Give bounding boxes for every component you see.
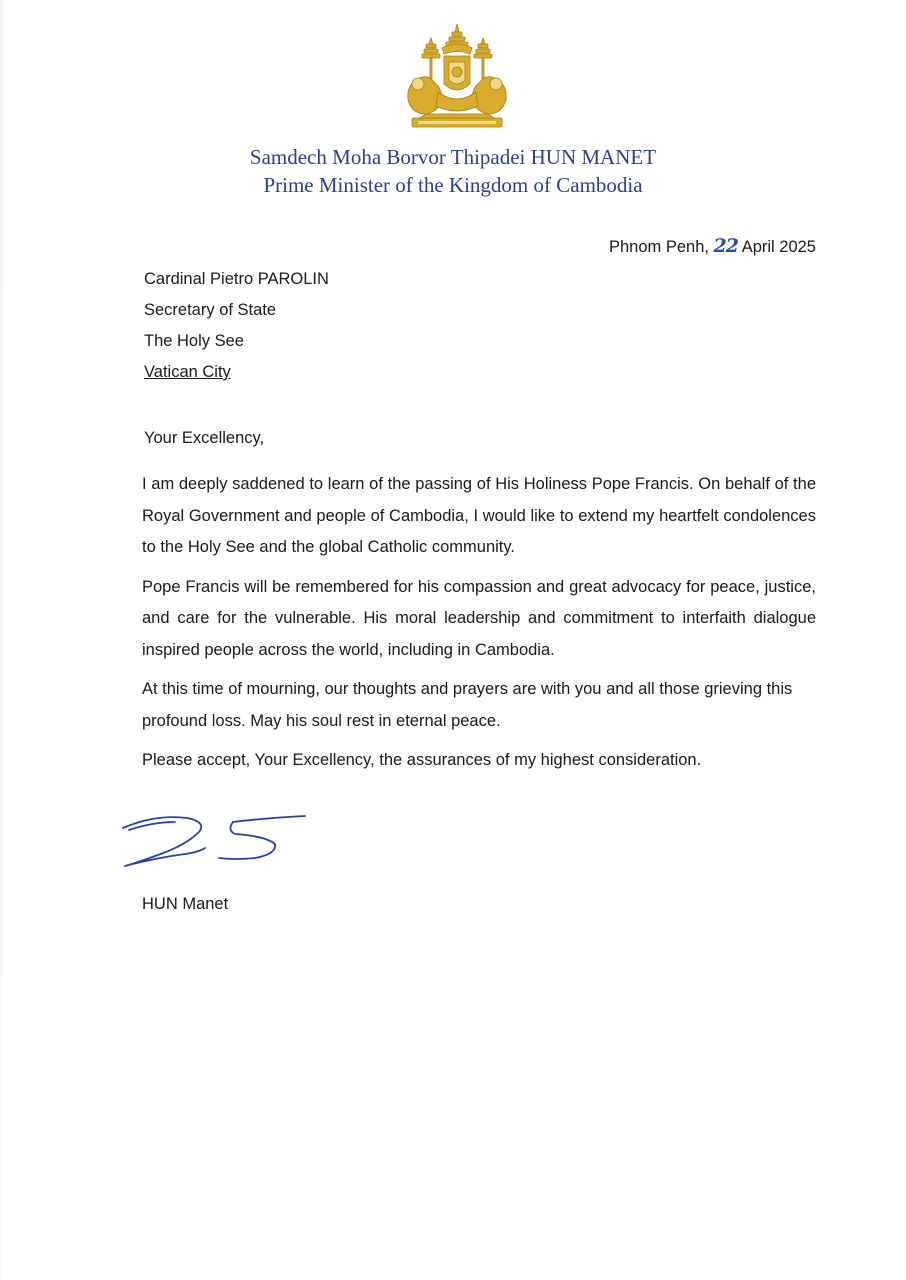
date-day-handwritten: 22: [713, 235, 738, 257]
date-line: [609, 235, 816, 257]
date-city: Phnom Penh,: [608, 238, 709, 256]
date-month-year: April 2025: [741, 238, 816, 256]
royal-coat-of-arms-icon: [398, 22, 516, 134]
recipient-city: Vatican City: [144, 363, 231, 381]
body-paragraph: Pope Francis will be remembered for his compassion and great advocacy for peace, justice, and care for the vulnerable. His moral leadership and commitment to interfaith dialogue inspired people across the world, including in Cambodia.: [142, 577, 816, 659]
closing-paragraph: Please accept, Your Excellency, the assurances of my highest consideration.: [142, 751, 702, 769]
signer-name: HUN Manet: [142, 895, 229, 913]
letter-body: [142, 469, 816, 785]
body-paragraph: At this time of mourning, our thoughts and prayers are with you and all those grieving this profound loss. May his soul rest in eternal peace.: [142, 680, 793, 730]
recipient-title: Secretary of State: [144, 301, 277, 319]
recipient-address: [144, 264, 329, 388]
recipient-org: The Holy See: [144, 332, 244, 350]
sender-name: Samdech Moha Borvor Thipadei HUN MANET: [249, 145, 657, 169]
signature-icon: [115, 808, 315, 874]
letterhead: [0, 143, 906, 199]
recipient-name: Cardinal Pietro PAROLIN: [144, 270, 329, 288]
salutation: Your Excellency,: [144, 429, 265, 447]
body-paragraph: I am deeply saddened to learn of the passing of His Holiness Pope Francis. On behalf of the Royal Government and people of Cambodia, I would like to extend my heartfelt condolences to the Holy See and the global Catholic community.: [142, 475, 816, 556]
sender-title: Prime Minister of the Kingdom of Cambodia: [263, 173, 643, 197]
